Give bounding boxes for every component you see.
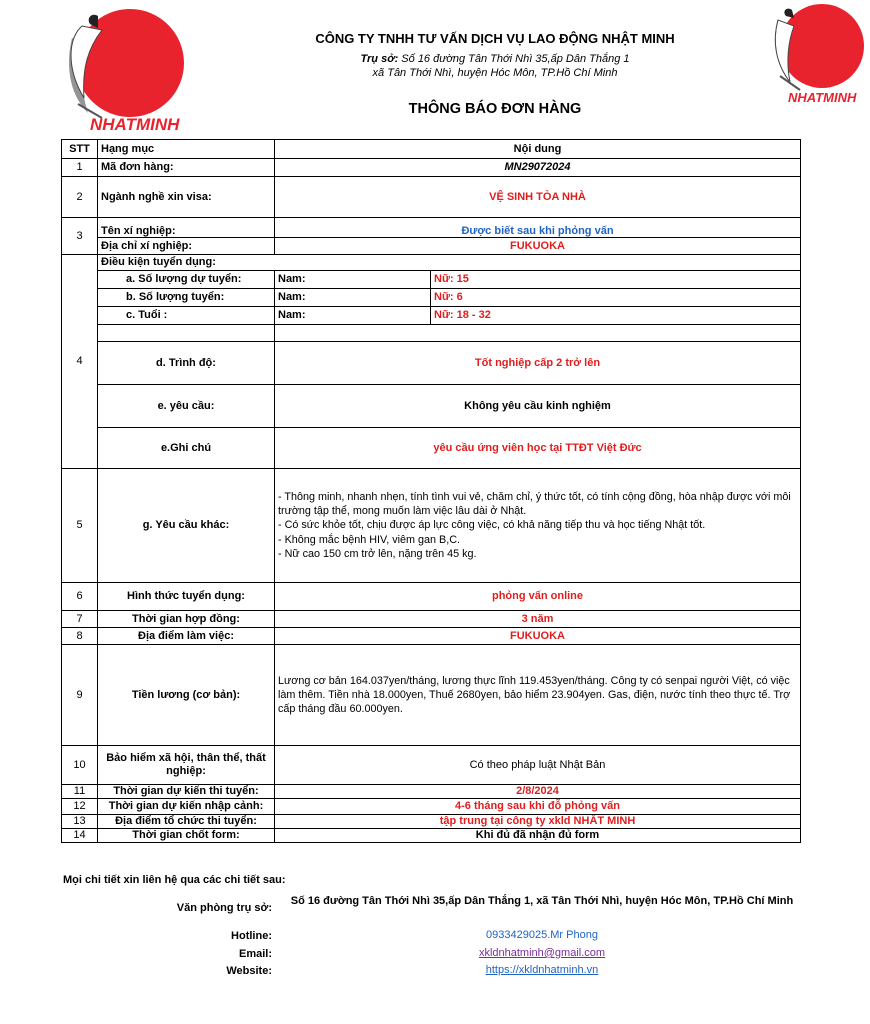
exam-date: 2/8/2024 (275, 785, 801, 799)
row-label: Thời gian dự kiến thi tuyển: (98, 785, 275, 799)
order-code: MN29072024 (275, 159, 801, 177)
row-label: e. yêu cầu: (98, 385, 275, 428)
education-value: Tốt nghiệp cấp 2 trở lên (275, 342, 801, 385)
male-age: Nam: (275, 307, 431, 325)
row-stt: 10 (62, 746, 98, 785)
table-row (62, 611, 801, 628)
requirement-line: - Có sức khỏe tốt, chịu được áp lực công việc, có khả năng tiếp thu và học tiếng Nhật tốt. (278, 519, 706, 532)
requirement-line: - Thông minh, nhanh nhẹn, tính tình vui vẻ, chăm chỉ, ý thức tốt, có tính cộng đồng, hòa nhập được với môi trường tập thể, mong muốn làm việc lâu dài ở Nhật. (278, 491, 791, 518)
row-stt: 7 (62, 611, 98, 628)
row-stt: 6 (62, 583, 98, 611)
row-label: g. Yêu cầu khác: (98, 469, 275, 583)
salary-details: Lương cơ bản 164.037yen/tháng, lương thực lĩnh 119.453yen/tháng. Công ty có senpai người Việt, có việc làm thêm. Tiền nhà 18.000yen, Thuế 2680yen, bảo hiểm 23.904yen. Gas, điện, nước tính theo thực tế. Trợ cấp tháng đầu 60.000yen. (275, 645, 801, 746)
row-stt: 4 (62, 255, 98, 469)
col-header-content: Nội dung (275, 140, 801, 159)
logo-brand-text: NHATMINH (788, 90, 857, 105)
table-row (62, 428, 801, 469)
table-row (62, 628, 801, 645)
row-label: Mã đơn hàng: (98, 159, 275, 177)
table-row (62, 645, 801, 746)
email-label: Email: (238, 948, 272, 960)
table-row (62, 815, 801, 829)
row-stt: 13 (62, 815, 98, 829)
email-link[interactable]: xkldnhatminh@gmail.com (478, 947, 606, 959)
male-count: Nam: (275, 271, 431, 289)
logo-brand-text: NHATMINH (90, 115, 180, 133)
male-count: Nam: (275, 289, 431, 307)
row-label: Thời gian dự kiến nhập cảnh: (98, 799, 275, 815)
company-name: CÔNG TY TNHH TƯ VẤN DỊCH VỤ LAO ĐỘNG NHẬT MINH (315, 31, 675, 46)
table-row (62, 829, 801, 843)
table-row (62, 218, 801, 238)
company-address-value: FUKUOKA (275, 238, 801, 255)
requirement-value: Không yêu cầu kinh nghiệm (275, 385, 801, 428)
requirement-line: - Không mắc bệnh HIV, viêm gan B,C. (278, 533, 461, 546)
row-stt: 9 (62, 645, 98, 746)
row-label: Hình thức tuyển dụng: (98, 583, 275, 611)
row-label: Thời gian hợp đồng: (98, 611, 275, 628)
row-stt: 14 (62, 829, 98, 843)
company-address-line2: xã Tân Thới Nhì, huyện Hóc Môn, TP.Hồ Chí Minh (372, 67, 618, 79)
job-title: VỆ SINH TÒA NHÀ (275, 177, 801, 218)
table-row (62, 271, 801, 289)
row-label: Bảo hiểm xã hội, thân thể, thất nghiệp: (98, 746, 275, 785)
row-stt: 12 (62, 799, 98, 815)
office-label: Văn phòng trụ sở: (176, 902, 272, 914)
col-header-category: Hạng mục (98, 140, 275, 159)
row-label: Tiền lương (cơ bản): (98, 645, 275, 746)
table-row (62, 785, 801, 799)
table-row (62, 342, 801, 385)
website-label: Website: (226, 965, 272, 977)
table-row (62, 746, 801, 785)
other-requirements (275, 469, 801, 583)
row-label: d. Trình độ: (98, 342, 275, 385)
address-text: Số 16 đường Tân Thới Nhì 35,ấp Dân Thắng 1 (398, 53, 630, 65)
requirement-line: - Nữ cao 150 cm trở lên, nặng trên 45 kg. (278, 547, 477, 560)
table-row (62, 177, 801, 218)
table-row (62, 583, 801, 611)
row-heading: Điều kiện tuyển dụng: (98, 255, 801, 271)
website-link[interactable]: https://xkldnhatminh.vn (485, 964, 599, 976)
page-title: THÔNG BÁO ĐƠN HÀNG (408, 101, 582, 117)
company-address-line1 (190, 53, 800, 65)
address-label: Trụ sở: (360, 53, 399, 65)
row-stt: 3 (62, 218, 98, 255)
table-row (62, 255, 801, 271)
row-label: c. Tuổi : (98, 307, 275, 325)
row-stt: 5 (62, 469, 98, 583)
table-row-spacer (62, 325, 801, 342)
row-stt: 2 (62, 177, 98, 218)
work-location: FUKUOKA (275, 628, 801, 645)
table-row (62, 385, 801, 428)
row-label: Địa điểm làm việc: (98, 628, 275, 645)
table-row (62, 307, 801, 325)
row-label: a. Số lượng dự tuyển: (98, 271, 275, 289)
insurance-value: Có theo pháp luật Nhật Bản (275, 746, 801, 785)
row-stt: 11 (62, 785, 98, 799)
row-label: Thời gian chốt form: (98, 829, 275, 843)
hotline-value[interactable]: 0933429025.Mr Phong (486, 929, 598, 941)
col-header-stt: STT (62, 140, 98, 159)
row-stt: 1 (62, 159, 98, 177)
contract-duration: 3 năm (275, 611, 801, 628)
office-address: Số 16 đường Tân Thới Nhì 35,ấp Dân Thắng 1, xã Tân Thới Nhì, huyện Hóc Môn, TP.Hồ Chí Minh (290, 895, 794, 907)
row-label: Địa chỉ xí nghiệp: (98, 238, 275, 255)
row-stt: 8 (62, 628, 98, 645)
row-label: Tên xí nghiệp: (98, 218, 275, 238)
table-row (62, 799, 801, 815)
row-label: b. Số lượng tuyển: (98, 289, 275, 307)
table-header-row (62, 140, 801, 159)
table-row (62, 289, 801, 307)
table-row (62, 159, 801, 177)
table-row (62, 238, 801, 255)
female-count: Nữ: 15 (431, 271, 801, 289)
contact-lead: Mọi chi tiết xin liên hệ qua các chi tiết sau: (63, 874, 286, 886)
note-value: yêu cầu ứng viên học tại TTĐT Việt Đức (275, 428, 801, 469)
table-row (62, 469, 801, 583)
recruitment-method: phỏng vấn online (275, 583, 801, 611)
form-deadline: Khi đủ đã nhận đủ form (275, 829, 801, 843)
female-age: Nữ: 18 - 32 (431, 307, 801, 325)
nhatminh-logo-left (58, 8, 188, 133)
hotline-label: Hotline: (231, 930, 272, 942)
row-label: e.Ghi chú (98, 428, 275, 469)
order-table (61, 139, 801, 843)
company-value: Được biết sau khi phỏng vấn (275, 218, 801, 238)
row-label: Ngành nghề xin visa: (98, 177, 275, 218)
female-count: Nữ: 6 (431, 289, 801, 307)
exam-location: tập trung tại công ty xkld NHẤT MINH (275, 815, 801, 829)
row-label: Địa điểm tổ chức thi tuyển: (98, 815, 275, 829)
entry-time: 4-6 tháng sau khi đỗ phỏng vấn (275, 799, 801, 815)
